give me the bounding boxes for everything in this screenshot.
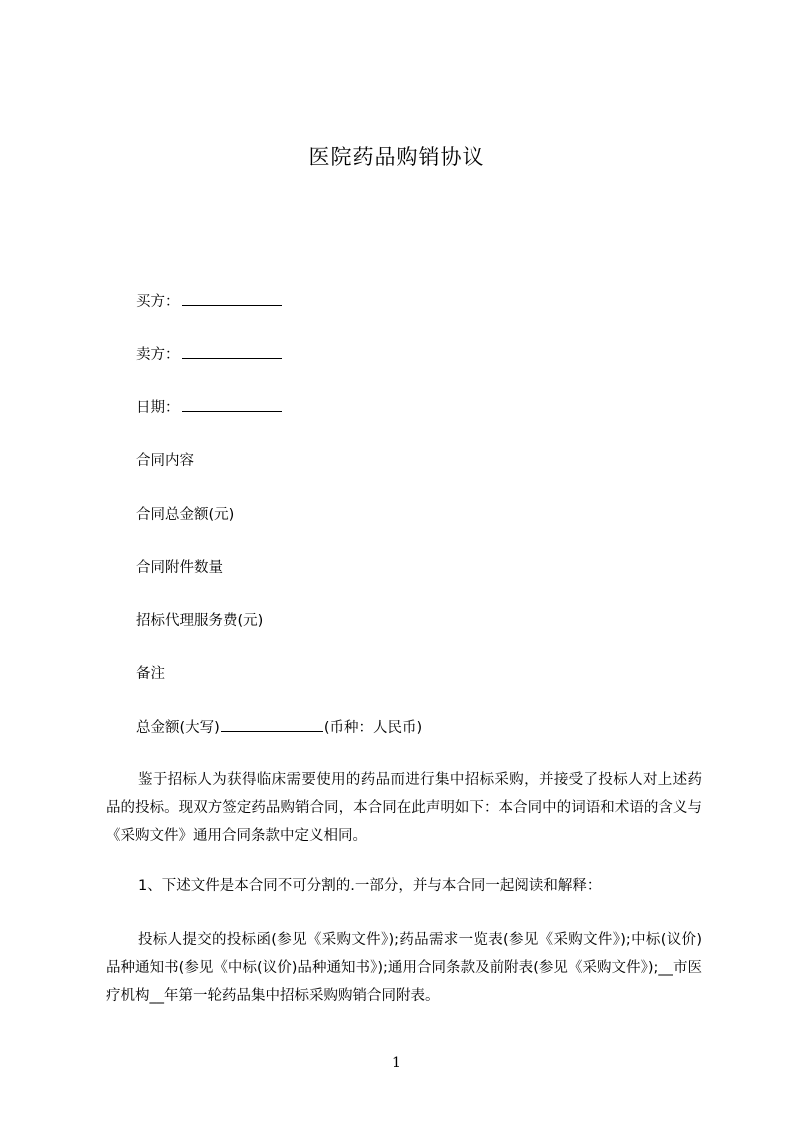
buyer-label: 买方： (136, 294, 180, 310)
clause-1-paragraph: 1、下述文件是本合同不可分割的.一部分，并与本合同一起阅读和解释： (138, 878, 602, 894)
document-title: 医院药品购销协议 (308, 145, 485, 169)
seller-field (136, 345, 282, 365)
seller-blank (182, 345, 282, 359)
currency-note: (币种：人民币) (323, 720, 423, 736)
documents-list-paragraph: 投标人提交的投标函(参见《采购文件》);药品需求一览表(参见《采购文件》);中标(议价)品种通知书(参见《中标(议价)品种通知书》);通用合同条款及前附表(参见《采购文件》);__市医疗机构__年第一轮药品集中招标采购购销合同附表。 (106, 932, 702, 1004)
seller-label: 卖方： (136, 347, 180, 363)
date-field (136, 398, 282, 418)
attachment-count-label: 合同附件数量 (136, 560, 223, 576)
total-amount-label: 合同总金额(元) (136, 507, 235, 523)
total-capital-label: 总金额(大写) (136, 720, 220, 736)
intro-paragraph: 鉴于招标人为获得临床需要使用的药品而进行集中招标采购，并接受了投标人对上述药品的投标。现双方签定药品购销合同，本合同在此声明如下：本合同中的词语和术语的含义与《采购文件》通用合同条款中定义相同。 (106, 772, 702, 844)
date-label: 日期： (136, 400, 180, 416)
buyer-blank (182, 292, 282, 306)
total-capital-blank (221, 718, 323, 732)
remarks-label: 备注 (136, 666, 165, 682)
contract-content-label: 合同内容 (136, 453, 194, 469)
date-blank (182, 398, 282, 412)
page-number: 1 (392, 1055, 401, 1071)
agency-fee-label: 招标代理服务费(元) (136, 613, 264, 629)
total-capital-field (136, 718, 422, 738)
buyer-field (136, 292, 282, 312)
